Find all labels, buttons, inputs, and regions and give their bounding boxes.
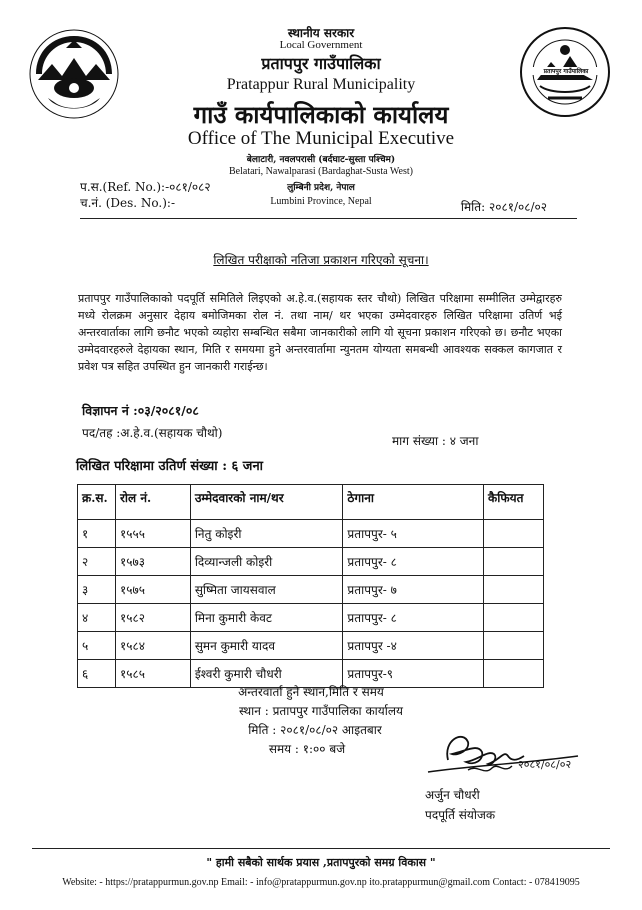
signature-date: २०८१/०८/०२ bbox=[518, 758, 572, 771]
header-divider bbox=[80, 218, 577, 219]
header-remarks: कैफियत bbox=[484, 485, 544, 520]
office-name-np: गाउँ कार्यपालिकाको कार्यालय bbox=[193, 100, 449, 129]
cell-serial: १ bbox=[78, 520, 116, 548]
letter-date: मिति: २०८१/०८/०२ bbox=[460, 200, 547, 214]
table-row bbox=[78, 576, 544, 604]
cell-name: दिव्यान्जली कोइरी bbox=[190, 548, 343, 576]
table-header-row bbox=[78, 485, 544, 520]
interview-time: समय : १:०० बजे bbox=[268, 742, 346, 756]
footer-contact: Website: - https://pratappurmun.gov.np Email: - info@pratappurmun.gov.np ito.pratappurmun@gmail.com Contact: - 078419095 bbox=[62, 877, 580, 888]
cell-address: प्रतापपुर- ५ bbox=[343, 520, 484, 548]
cell-name: नितु कोइरी bbox=[190, 520, 343, 548]
results-table bbox=[77, 484, 544, 688]
footer-divider bbox=[32, 848, 610, 849]
cell-roll: १५८४ bbox=[115, 632, 190, 660]
cell-name: मिना कुमारी केवट bbox=[190, 604, 343, 632]
cell-address: प्रतापपुर- ७ bbox=[343, 576, 484, 604]
local-government-np: स्थानीय सरकार bbox=[287, 26, 355, 40]
signatory-title: पदपूर्ति संयोजक bbox=[425, 808, 496, 822]
local-government-en: Local Government bbox=[279, 39, 363, 51]
signatory-name: अर्जुन चौधरी bbox=[425, 788, 480, 802]
cell-address: प्रतापपुर -४ bbox=[343, 632, 484, 660]
cell-remarks bbox=[484, 604, 544, 632]
interview-place: स्थान : प्रतापपुर गाउँपालिका कार्यालय bbox=[239, 704, 403, 718]
province-np: लुम्बिनी प्रदेश, नेपाल bbox=[287, 183, 355, 193]
post-level: पद/तह :अ.हे.व.(सहायक चौथो) bbox=[82, 426, 223, 440]
cell-roll: १५८२ bbox=[115, 604, 190, 632]
cell-remarks bbox=[484, 632, 544, 660]
cell-serial: ६ bbox=[78, 660, 116, 688]
address-np: बेलाटारी, नवलपरासी (बर्दघाट-सुस्ता पश्चिम) bbox=[246, 155, 396, 165]
demand-count: माग संख्या : ४ जना bbox=[392, 434, 479, 448]
office-name-en: Office of The Municipal Executive bbox=[187, 128, 455, 149]
province-en: Lumbini Province, Nepal bbox=[270, 196, 372, 207]
reference-number: प.स.(Ref. No.):-०८१/०८२ bbox=[80, 180, 211, 194]
handwritten-signature bbox=[408, 720, 588, 790]
cell-roll: १५५५ bbox=[115, 520, 190, 548]
cell-serial: ५ bbox=[78, 632, 116, 660]
footer-slogan: " हामी सबैको सार्थक प्रयास ,प्रतापपुरको समग्र विकास " bbox=[206, 856, 436, 869]
municipality-name-np: प्रतापपुर गाउँपालिका bbox=[261, 54, 381, 73]
cell-roll: १५७५ bbox=[115, 576, 190, 604]
cell-name: सुष्मिता जायसवाल bbox=[190, 576, 343, 604]
notice-subject: लिखित परीक्षाको नतिजा प्रकाशन गरिएको सूचना। bbox=[213, 253, 429, 267]
cell-remarks bbox=[484, 548, 544, 576]
table-row bbox=[78, 604, 544, 632]
advertisement-number: विज्ञापन नं :०३/२०८१/०८ bbox=[82, 403, 199, 418]
cell-address: प्रतापपुर- ८ bbox=[343, 548, 484, 576]
passed-count: लिखित परिक्षामा उतिर्ण संख्या : ६ जना bbox=[76, 459, 264, 474]
cell-name: सुमन कुमारी यादव bbox=[190, 632, 343, 660]
cell-address: प्रतापपुर-९ bbox=[343, 660, 484, 688]
address-en: Belatari, Nawalparasi (Bardaghat-Susta West) bbox=[229, 166, 413, 177]
cell-roll: १५८५ bbox=[115, 660, 190, 688]
cell-remarks bbox=[484, 576, 544, 604]
cell-serial: ४ bbox=[78, 604, 116, 632]
cell-serial: ३ bbox=[78, 576, 116, 604]
header-name: उम्मेदवारको नाम/थर bbox=[190, 485, 343, 520]
header-address: ठेगाना bbox=[343, 485, 484, 520]
notice-paragraph: प्रतापपुर गाउँपालिकाको पदपूर्ति समितिले लिइएको अ.हे.व.(सहायक स्तर चौथो) लिखित परिक्षामा सम्मीलित उम्मेद्वारहरु मध्ये रोलक्रम अनुसार देहाय बमोजिमका रोल नं. तथा नाम/ थर भएका उम्मेदवारहरु लिखित परिक्षामा उतिर्ण भई अन्तरवार्ताका लागि छनौट भएको व्यहोरा सम्बन्धित सबैमा जानकारीको लागि यो सूचना प्रकाशन गरिएको छ। छनौट भएका उम्मेदवारहरुले देहायका स्थान, मिति र समयमा हुने अन्तरवार्तामा न्युनतम योग्यता समबन्धी आवश्यक सक्कल कागजात र प्रवेश पत्र सहित उपस्थित हुन जानकारी गराईन्छ। bbox=[78, 292, 562, 373]
cell-roll: १५७३ bbox=[115, 548, 190, 576]
table-row bbox=[78, 520, 544, 548]
interview-heading: अन्तरवार्ता हुने स्थान,मिति र समय bbox=[238, 685, 384, 699]
cell-serial: २ bbox=[78, 548, 116, 576]
cell-name: ईश्वरी कुमारी चौधरी bbox=[190, 660, 343, 688]
table-row bbox=[78, 632, 544, 660]
table-row bbox=[78, 548, 544, 576]
header-roll: रोल नं. bbox=[115, 485, 190, 520]
seal-caption: प्रतापपुर गाउँपालिका bbox=[527, 67, 605, 75]
interview-date: मिति : २०८१/०८/०२ आइतबार bbox=[248, 723, 382, 737]
header-serial: क्र.स. bbox=[78, 485, 116, 520]
dispatch-number: च.नं. (Des. No.):- bbox=[80, 196, 176, 210]
municipality-name-en: Pratappur Rural Municipality bbox=[226, 76, 416, 93]
cell-remarks bbox=[484, 520, 544, 548]
cell-address: प्रतापपुर- ८ bbox=[343, 604, 484, 632]
